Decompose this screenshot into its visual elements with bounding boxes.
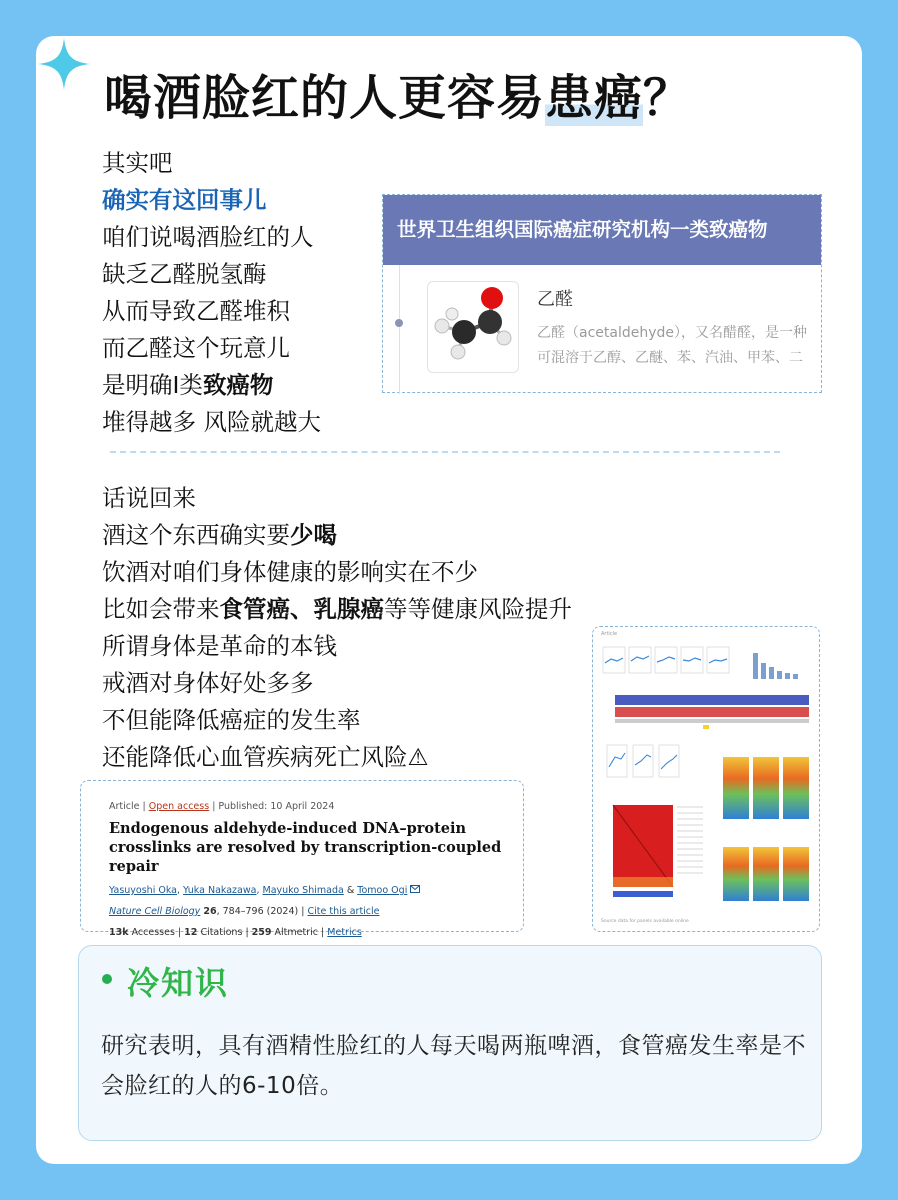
body-line-4-post: 等等健康风险提升	[384, 595, 572, 623]
fun-fact-title: 冷知识	[127, 964, 230, 1002]
article-meta	[109, 801, 523, 812]
intro-line-5: 从而导致乙醛堆积	[102, 297, 290, 325]
article-stats	[109, 927, 523, 938]
acetaldehyde-molecule-icon	[428, 282, 518, 372]
author-link[interactable]: Tomoo Ogi	[357, 885, 408, 896]
who-card-name: 乙醛	[537, 289, 573, 310]
citations-label: Citations	[200, 927, 243, 938]
meta-separator: |	[177, 927, 182, 938]
who-card-desc-2: 可混溶于乙醇、乙醚、苯、汽油、甲苯、二	[537, 350, 803, 366]
meta-separator: |	[321, 927, 325, 938]
intro-line-7-text: 是明确I类	[102, 371, 203, 399]
who-card-desc	[537, 321, 807, 371]
body-line-1: 话说回来	[102, 484, 196, 512]
author-link[interactable]: Yasuyoshi Oka	[109, 885, 177, 896]
altmetric-count: 259	[251, 927, 272, 938]
intro-line-2: 确实有这回事儿	[102, 186, 267, 214]
figure-card	[592, 626, 820, 932]
accesses-count: 13k	[109, 927, 129, 938]
meta-separator: |	[212, 801, 216, 812]
author-ampersand: &	[346, 885, 355, 896]
article-title-line-1: Endogenous aldehyde-induced DNA–protein	[109, 820, 467, 837]
title-highlight: 患癌	[545, 70, 644, 126]
author-link[interactable]: Yuka Nakazawa	[183, 885, 257, 896]
intro-line-3: 咱们说喝酒脸红的人	[102, 223, 314, 251]
title-mark: ？	[643, 70, 693, 126]
body-line-5: 所谓身体是革命的本钱	[102, 632, 337, 660]
email-icon[interactable]	[410, 885, 420, 893]
sparkle-icon	[36, 36, 92, 92]
article-title-line-2: crosslinks are resolved by transcription-coupled repair	[109, 839, 502, 875]
article-title	[109, 819, 523, 876]
body-line-7: 不但能降低癌症的发生率	[102, 706, 361, 734]
timeline-line	[399, 265, 400, 394]
intro-line-6: 而乙醛这个玩意儿	[102, 334, 290, 362]
figure-caption: Source data for panels available online	[601, 919, 689, 924]
meta-separator: |	[245, 927, 249, 938]
citations-count: 12	[184, 927, 198, 938]
article-authors	[109, 885, 523, 896]
body-text	[102, 480, 572, 776]
cite-article-link[interactable]: Cite this article	[307, 906, 380, 917]
body-line-6: 戒酒对身体好处多多	[102, 669, 314, 697]
who-card-desc-1: 乙醛（acetaldehyde），又名醋醛，是一种	[537, 325, 808, 341]
bullet-dot-icon	[102, 974, 112, 984]
author-comma: ,	[256, 885, 260, 896]
body-line-3: 饮酒对咱们身体健康的影响实在不少	[102, 558, 478, 586]
altmetric-label: Altmetric	[274, 927, 319, 938]
molecule-image	[427, 281, 519, 373]
journal-pages: , 784–796 (2024)	[216, 906, 299, 917]
open-access-link[interactable]: Open access	[148, 801, 210, 812]
body-line-8: 还能降低心血管疾病死亡风险⚠	[102, 743, 429, 771]
intro-line-1: 其实吧	[102, 149, 173, 177]
body-line-4-pre: 比如会带来	[102, 595, 220, 623]
published-date: Published: 10 April 2024	[218, 801, 335, 812]
research-figure-image	[593, 627, 821, 933]
accesses-label: Accesses	[131, 927, 175, 938]
metrics-link[interactable]: Metrics	[327, 927, 362, 938]
intro-line-7	[102, 367, 321, 404]
who-card-body	[383, 265, 821, 394]
section-divider	[110, 451, 780, 453]
author-comma: ,	[176, 885, 181, 896]
intro-text	[102, 145, 321, 441]
body-line-4	[102, 591, 572, 628]
who-card	[382, 194, 822, 393]
fun-fact-text: 研究表明，具有酒精性脸红的人每天喝两瓶啤酒，食管癌发生率是不会脸红的人的6-10倍。	[101, 1033, 806, 1099]
intro-line-4: 缺乏乙醛脱氢酶	[102, 260, 267, 288]
page-title	[104, 64, 692, 132]
title-text: 喝酒脸红的人更容易	[104, 70, 546, 126]
timeline-dot	[395, 319, 403, 327]
article-journal	[109, 906, 523, 917]
meta-separator: |	[142, 801, 146, 812]
who-card-header: 世界卫生组织国际癌症研究机构一类致癌物	[383, 195, 821, 265]
meta-separator: |	[301, 906, 305, 917]
body-line-2-bold: 少喝	[290, 521, 337, 549]
fun-fact-box	[78, 945, 822, 1141]
author-link[interactable]: Mayuko Shimada	[262, 885, 344, 896]
journal-link[interactable]: Nature Cell Biology	[109, 906, 201, 917]
article-card	[80, 780, 524, 938]
figure-header: Article	[601, 631, 618, 637]
body-line-2	[102, 517, 572, 554]
intro-line-7-bold: 致癌物	[202, 371, 274, 399]
intro-line-8: 堆得越多 风险就越大	[102, 408, 321, 436]
article-type: Article	[109, 801, 140, 812]
journal-volume: 26	[203, 906, 217, 917]
body-line-4-bold: 食管癌、乳腺癌	[219, 595, 384, 623]
body-line-2-text: 酒这个东西确实要	[102, 521, 290, 549]
